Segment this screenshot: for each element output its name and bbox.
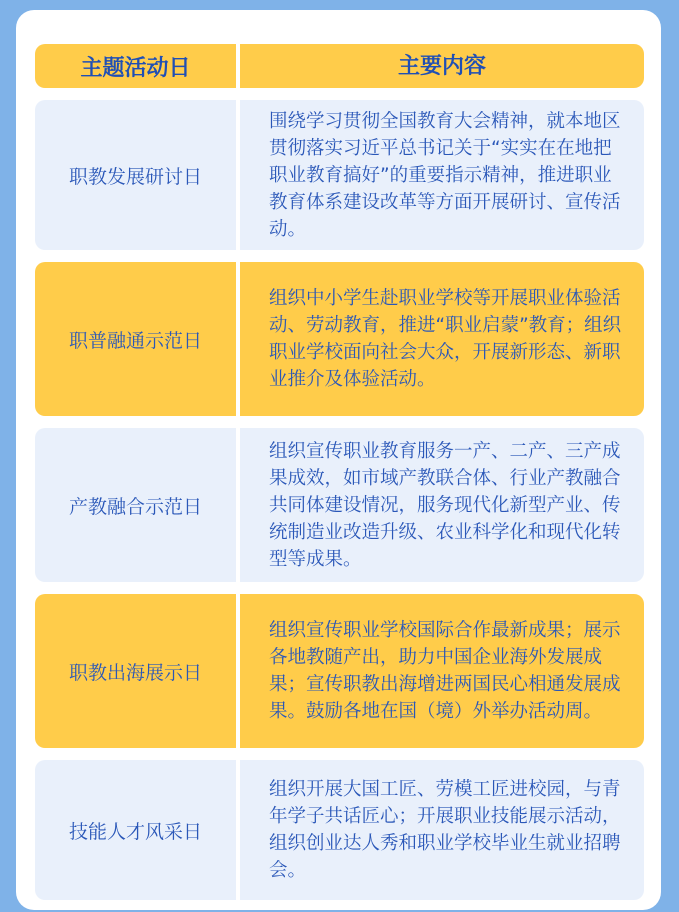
row-theme: 技能人才风采日: [35, 760, 236, 900]
row-content-text: 组织中小学生赴职业学校等开展职业体验活动、劳动教育，推进“职业启蒙”教育；组织职业学校面向社会大众，开展新形态、新职业推介及体验活动。: [269, 288, 622, 390]
table-row: [35, 100, 644, 250]
row-content-text: 组织开展大国工匠、劳模工匠进校园，与青年学子共话匠心；开展职业技能展示活动，组织创业达人秀和职业学校毕业生就业招聘会。: [269, 779, 621, 881]
row-content: [240, 100, 644, 250]
table-row: [35, 594, 644, 748]
table-row: [35, 262, 644, 416]
row-content-text: 围绕学习贯彻全国教育大会精神，就本地区贯彻落实习近平总书记关于“实实在在地把职业教育搞好”的重要指示精神，推进职业教育体系建设改革等方面开展研讨、宣传活动。: [269, 110, 621, 240]
row-content: [240, 594, 644, 748]
row-content: [240, 262, 644, 416]
row-content: [240, 760, 644, 900]
table-row: [35, 760, 644, 900]
header-content: 主要内容: [240, 44, 644, 88]
activity-table: [35, 44, 644, 912]
table-row: [35, 428, 644, 582]
header-theme: 主题活动日: [35, 44, 236, 88]
row-theme: 职教出海展示日: [35, 594, 236, 748]
row-theme: 职教发展研讨日: [35, 100, 236, 250]
table-header: [35, 44, 644, 88]
row-content: [240, 428, 644, 582]
row-content-text: 组织宣传职业学校国际合作最新成果；展示各地教随产出，助力中国企业海外发展成果；宣传职教出海增进两国民心相通发展成果。鼓励各地在国（境）外举办活动周。: [269, 620, 621, 722]
row-theme: 职普融通示范日: [35, 262, 236, 416]
row-content-text: 组织宣传职业教育服务一产、二产、三产成果成效，如市域产教联合体、行业产教融合共同体建设情况，服务现代化新型产业、传统制造业改造升级、农业科学化和现代化转型等成果。: [269, 440, 621, 570]
row-theme: 产教融合示范日: [35, 428, 236, 582]
